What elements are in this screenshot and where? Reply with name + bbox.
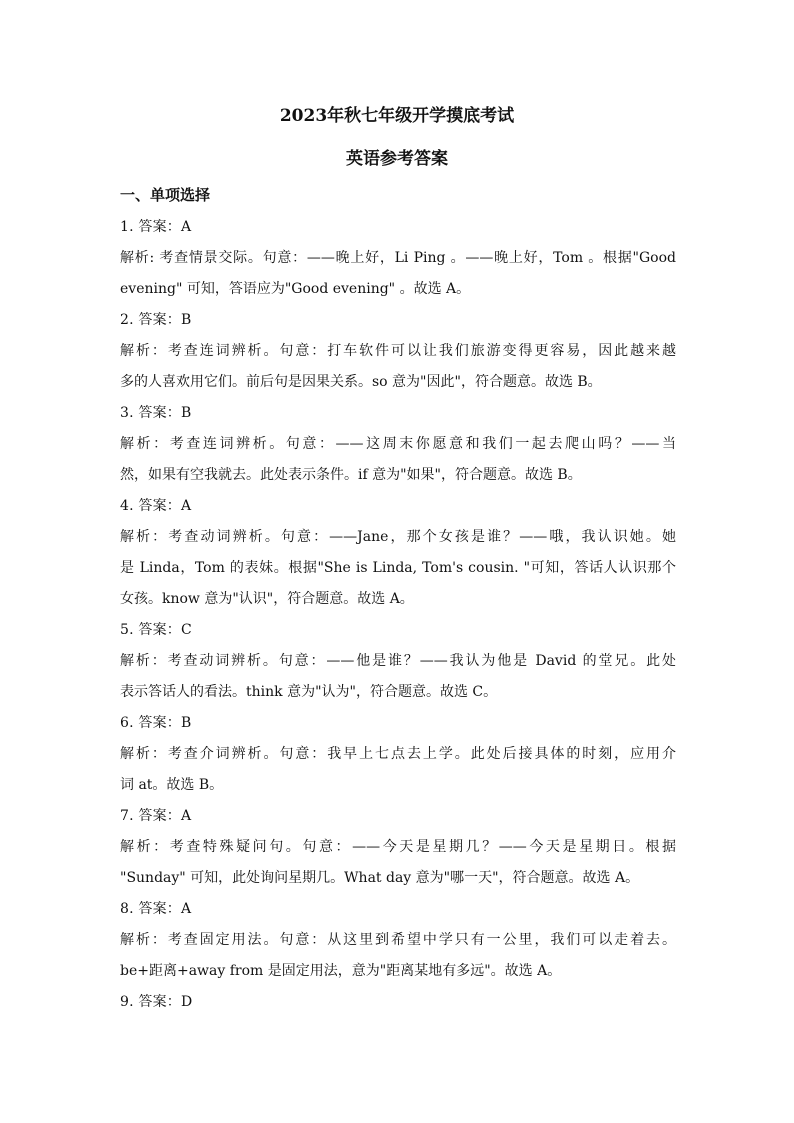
- document-line: 8. 答案：A: [120, 901, 192, 917]
- document-line: "Sunday" 可知，此处询问星期几。What day 意为"哪一天"，符合题意。故选 A。: [120, 870, 640, 886]
- document-line: 解析：考查特殊疑问句。句意：——今天是星期几？——今天是星期日。根据: [120, 839, 676, 855]
- document-line: 是 Linda，Tom 的表妹。根据"She is Linda, Tom's cousin. "可知，答话人认识那个: [120, 560, 676, 576]
- document-line: 解析：考查连词辨析。句意：打车软件可以让我们旅游变得更容易，因此越来越: [120, 343, 676, 359]
- document-line: be+距离+away from 是固定用法，意为"距离某地有多远"。故选 A。: [120, 963, 562, 979]
- document-line: 解析：考查动词辨析。句意：——Jane，那个女孩是谁？——哦，我认识她。她: [120, 529, 676, 545]
- document-line: 表示答话人的看法。think 意为"认为"，符合题意。故选 C。: [120, 684, 498, 700]
- document-line: 9. 答案：D: [120, 994, 193, 1010]
- section-heading: 一、单项选择: [120, 186, 211, 204]
- document-line: 3. 答案：B: [120, 405, 192, 421]
- document-subtitle: 英语参考答案: [346, 149, 448, 169]
- document-line: 解析：考查固定用法。句意：从这里到希望中学只有一公里，我们可以走着去。: [120, 932, 676, 948]
- answer-list: [120, 215, 676, 1021]
- document-line: 词 at。故选 B。: [120, 777, 224, 793]
- document-line: 7. 答案：A: [120, 808, 192, 824]
- document-line: 解析：考查动词辨析。句意：——他是谁？——我认为他是 David 的堂兄。此处: [120, 653, 676, 669]
- document-line: 4. 答案：A: [120, 498, 192, 514]
- document-line: 2. 答案：B: [120, 312, 192, 328]
- document-line: 1. 答案：A: [120, 219, 192, 235]
- document-line: 多的人喜欢用它们。前后句是因果关系。so 意为"因此"，符合题意。故选 B。: [120, 374, 602, 390]
- document-line: 解析：考查连词辨析。句意：——这周末你愿意和我们一起去爬山吗？——当: [120, 436, 676, 452]
- document-line: 解析: 考查情景交际。句意：——晚上好，Li Ping 。——晚上好，Tom 。根据"Good: [120, 250, 676, 266]
- document-title: 2023年秋七年级开学摸底考试: [279, 106, 515, 126]
- document-line: 6. 答案：B: [120, 715, 192, 731]
- document-line: evening" 可知，答语应为"Good evening" 。故选 A。: [120, 281, 471, 297]
- document-line: 解析：考查介词辨析。句意：我早上七点去上学。此处后接具体的时刻，应用介: [120, 746, 676, 762]
- document-line: 5. 答案：C: [120, 622, 192, 638]
- document-line: 然，如果有空我就去。此处表示条件。if 意为"如果"，符合题意。故选 B。: [120, 467, 582, 483]
- document-line: 女孩。know 意为"认识"，符合题意。故选 A。: [120, 591, 414, 607]
